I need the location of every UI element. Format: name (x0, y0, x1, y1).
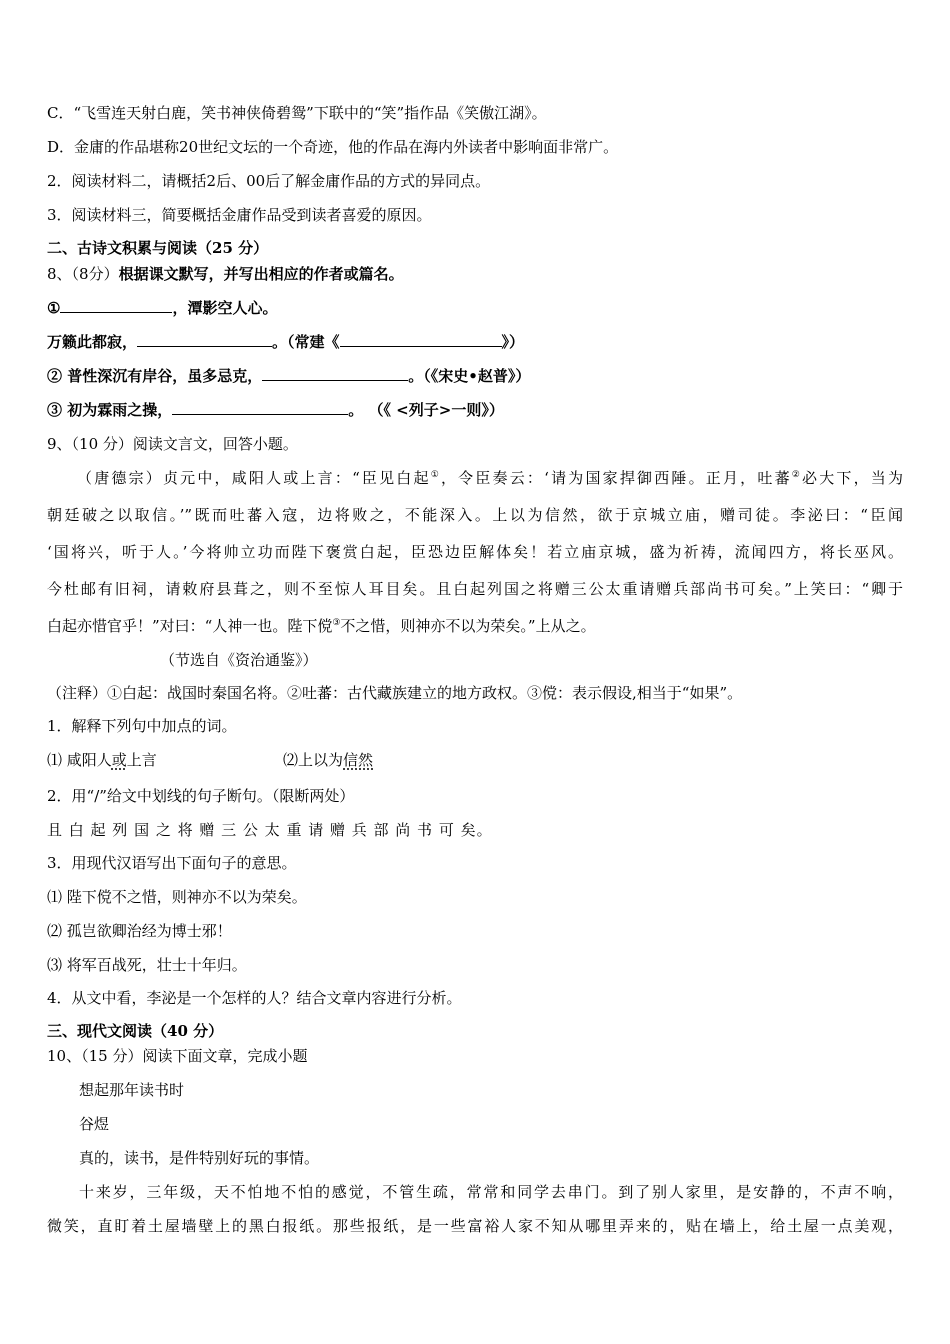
blank-2-field-b[interactable] (340, 332, 502, 347)
blank-line-4 (47, 400, 504, 420)
blank-line-2 (47, 332, 524, 352)
blank-3-field[interactable] (262, 366, 408, 381)
blank-3-text-b: 。（《宋史•赵普》） (408, 367, 531, 385)
blank-4-text-a: ③ 初为霖雨之操， (47, 401, 173, 419)
blank-2-text-c: 》） (501, 333, 525, 351)
blank-1-text: ，潭影空人心。 (172, 299, 278, 317)
sub-1a-pre: ⑴ 咸阳人 (47, 751, 112, 769)
question-9: 9、（10 分）阅读文言文，回答小题。 (47, 435, 298, 453)
question-3: 3．阅读材料三，简要概括金庸作品受到读者喜爱的原因。 (47, 206, 432, 224)
passage-line-5 (47, 616, 596, 636)
blank-4-text-b: 。 （《 <列子>一则》） (348, 401, 504, 419)
article-paragraph-2-line-1: 十来岁，三年级，天不怕地不怕的感觉，不管生疏，常常和同学去串门。到了别人家里，是安静的，不声不响， (79, 1183, 903, 1201)
passage-source: （节选自《资治通鉴》） (160, 651, 318, 669)
passage-line-1 (47, 468, 903, 488)
article-title: 想起那年读书时 (79, 1081, 185, 1099)
option-d: D．金庸的作品堪称20世纪文坛的一个奇迹，他的作品在海内外读者中影响面非常广。 (47, 138, 619, 156)
section-2-heading: 二、古诗文积累与阅读（25 分） (47, 239, 269, 257)
question-8 (47, 264, 404, 284)
section-3-heading: 三、现代文阅读（40 分） (47, 1022, 224, 1040)
blank-2-text-b: 。（常建《 (272, 333, 340, 351)
sub-question-2-sentence: 且 白 起 列 国 之 将 赠 三 公 太 重 请 赠 兵 部 尚 书 可 矣。 (47, 821, 493, 839)
blank-2-text-a: 万籁此都寂， (47, 333, 138, 351)
sub-question-3c: ⑶ 将军百战死，壮士十年归。 (47, 956, 247, 974)
question-2: 2．阅读材料二，请概括2后、00后了解金庸作品的方式的异同点。 (47, 172, 491, 190)
option-c: C．“飞雪连天射白鹿，笑书神侠倚碧鸳”下联中的“笑”指作品《笑傲江湖》。 (47, 104, 547, 122)
passage-1b: ，令臣奏云：‘请为国家捍御西陲。正月，吐蕃 (440, 469, 792, 487)
passage-1c: 必大下，当为 (802, 469, 903, 487)
sub-question-3a: ⑴ 陛下傥不之惜，则神亦不以为荣矣。 (47, 888, 307, 906)
footnote-3-marker: ③ (332, 618, 341, 628)
passage-line-2: 朝廷破之以取信。’”既而吐蕃入寇，边将败之，不能深入。上以为信然，欲于京城立庙，赠司徒。李泌曰：“臣闻 (47, 506, 903, 524)
sub-question-1b (283, 750, 373, 770)
blank-line-1 (47, 298, 277, 318)
article-paragraph-1: 真的，读书，是件特别好玩的事情。 (79, 1149, 320, 1167)
question-10: 10、（15 分）阅读下面文章，完成小题 (47, 1047, 308, 1065)
blank-1-label: ① (47, 299, 61, 317)
question-8-number: 8、（8分） (47, 265, 119, 283)
sub-1b-dotted-word: 信然 (343, 751, 374, 769)
sub-question-1: 1．解释下列句中加点的词。 (47, 717, 237, 735)
blank-1-field[interactable] (60, 298, 172, 313)
passage-line-3: ‘国将兴，听于人。’今将帅立功而陛下褒赏白起，臣恐边臣解体矣！若立庙京城，盛为祈祷，流闻四方，将长巫风。 (47, 543, 903, 561)
sub-question-3b: ⑵ 孤岂欲卿治经为博士邪！ (47, 922, 232, 940)
sub-question-2: 2．用“/”给文中划线的句子断句。（限断两处） (47, 787, 355, 805)
passage-5b: 不之惜，则神亦不以为荣矣。”上从之。 (340, 617, 596, 635)
passage-5a: 白起亦惜官乎！”对曰：“人神一也。陛下傥 (47, 617, 333, 635)
sub-1b-pre: ⑵上以为 (283, 751, 344, 769)
blank-2-field-a[interactable] (137, 332, 272, 347)
footnote-2-marker: ② (791, 470, 803, 480)
sub-question-3: 3．用现代汉语写出下面句子的意思。 (47, 854, 297, 872)
annotation-note: （注释）①白起：战国时秦国名将。②吐蕃：古代藏族建立的地方政权。③傥：表示假设,相当于“如果”。 (47, 684, 743, 702)
blank-line-3 (47, 366, 530, 386)
article-paragraph-2-line-2: 微笑，直盯着土屋墙壁上的黑白报纸。那些报纸，是一些富裕人家不知从哪里弄来的，贴在墙上，给土屋一点美观， (47, 1217, 903, 1235)
passage-1a: （唐德宗）贞元中，咸阳人或上言：“臣见白起 (77, 469, 431, 487)
question-8-text: 根据课文默写，并写出相应的作者或篇名。 (118, 265, 404, 283)
sub-1a-post: 上言 (126, 751, 157, 769)
sub-question-1a (47, 750, 157, 770)
passage-line-4: 今杜邮有旧祠，请敕府县葺之，则不至惊人耳目矣。且白起列国之将赠三公太重请赠兵部尚书可矣。”上笑曰：“卿于 (47, 580, 903, 598)
blank-4-field[interactable] (172, 400, 348, 415)
sub-question-4: 4．从文中看，李泌是一个怎样的人？结合文章内容进行分析。 (47, 989, 462, 1007)
blank-3-text-a: ② 普性深沉有岸谷，虽多忌克， (47, 367, 263, 385)
sub-1a-dotted-word: 或 (111, 751, 127, 769)
footnote-1-marker: ① (430, 470, 441, 480)
article-author: 谷煜 (79, 1115, 110, 1133)
